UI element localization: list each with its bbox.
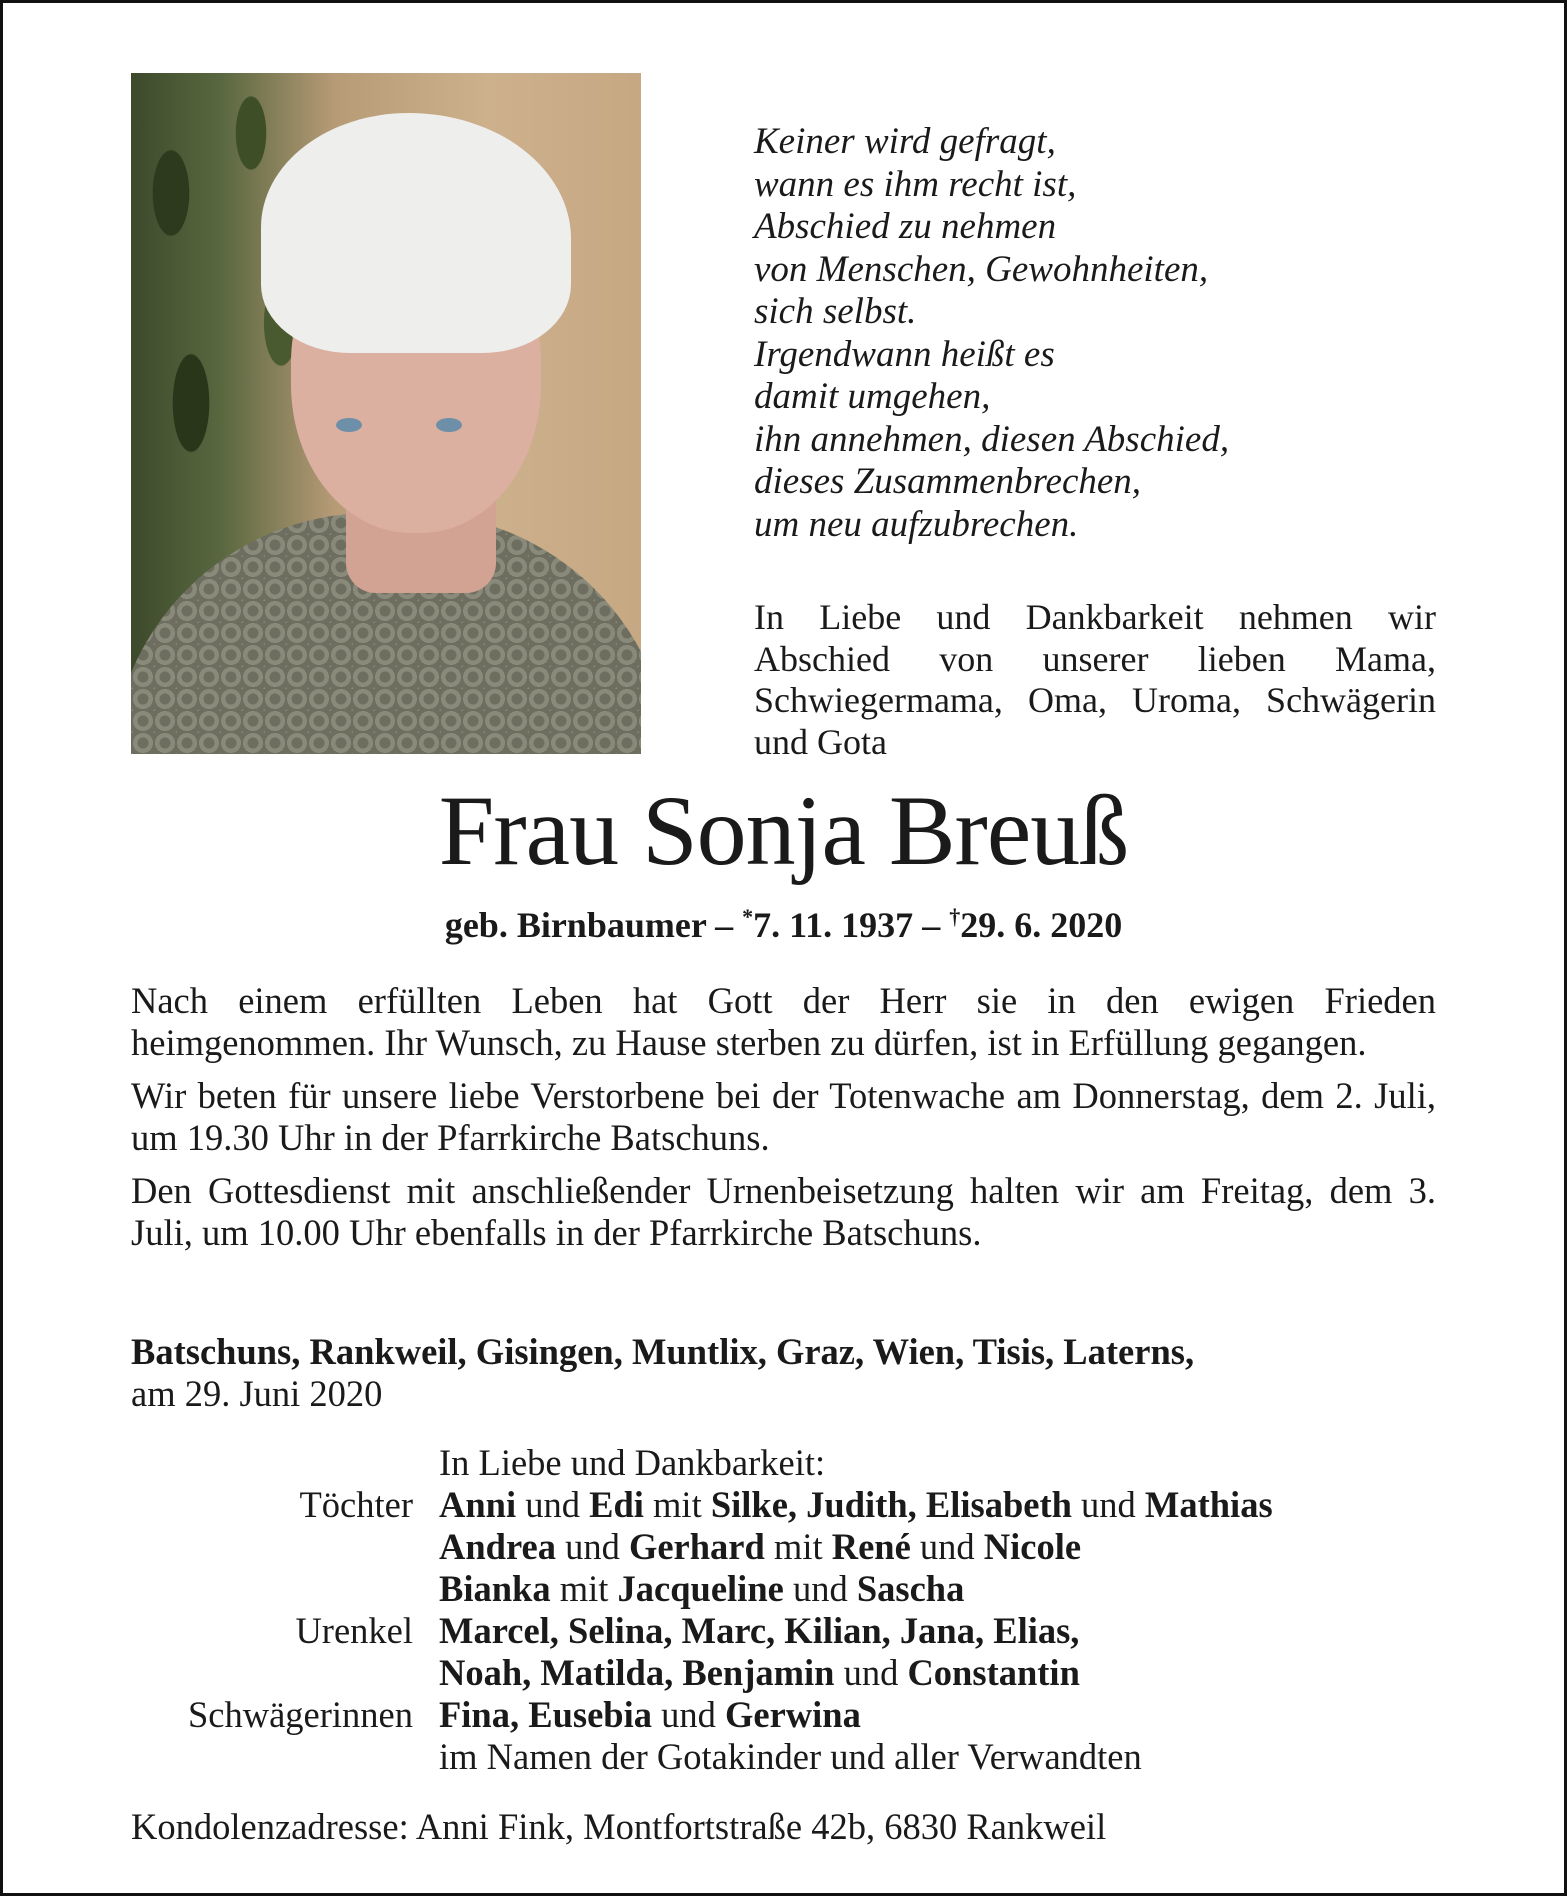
person-name: Sascha [856, 1568, 965, 1609]
person-name: Edi [589, 1484, 644, 1525]
birth-date: 7. 11. 1937 [753, 905, 914, 945]
person-name: Gerhard [628, 1526, 765, 1567]
connector-text: mit [550, 1568, 618, 1609]
connector-text: und [555, 1526, 629, 1567]
date-line: am 29. Juni 2020 [131, 1373, 383, 1414]
places-date [131, 1331, 1436, 1415]
poem-line: damit umgehen, [754, 376, 991, 417]
mourner-names [439, 1610, 1079, 1652]
paragraph: Den Gottesdienst mit anschließender Urnenbeisetzung halten wir am Freitag, dem 3. Juli, um 10.00 Uhr ebenfalls in der Pfarrkirche Batschuns. [131, 1170, 1436, 1253]
relation-label: Töchter [299, 1484, 413, 1525]
connector-text: mit [764, 1526, 832, 1567]
connector-text: und [1071, 1484, 1145, 1525]
separator: – [922, 905, 941, 945]
eye [336, 418, 362, 432]
connector-text: und [834, 1652, 908, 1693]
portrait-photo [131, 73, 641, 754]
relation-label: Schwägerinnen [187, 1694, 413, 1735]
white-hair [261, 113, 571, 353]
mourner-row [131, 1652, 1273, 1694]
mourner-row [131, 1694, 1273, 1736]
mourner-row [131, 1484, 1273, 1526]
mourner-row [131, 1568, 1273, 1610]
mourners-heading: In Liebe und Dankbarkeit: [439, 1442, 826, 1483]
person-name: Andrea [439, 1526, 556, 1567]
relation-label: Urenkel [295, 1610, 413, 1651]
connector-text: und [516, 1484, 590, 1525]
poem-line: wann es ihm recht ist, [754, 163, 1077, 205]
mourner-names [439, 1568, 964, 1610]
maiden-name: geb. Birnbaumer [444, 905, 707, 945]
person-name: Anni [439, 1484, 517, 1525]
poem-line: von Menschen, Gewohnheiten, [754, 248, 1209, 290]
person-name: Gerwina [724, 1694, 861, 1735]
mourner-names [439, 1484, 1273, 1526]
mourners-list [131, 1442, 1273, 1778]
connector-text: und [910, 1526, 984, 1567]
mourner-row [131, 1526, 1273, 1568]
person-name: Fina, Eusebia [439, 1694, 652, 1735]
separator: – [715, 905, 734, 945]
poem-line: um neu aufzubrechen. [754, 503, 1079, 545]
deceased-name: Frau Sonja Breuß [438, 775, 1129, 886]
connector-text: mit [643, 1484, 711, 1525]
mourner-names [439, 1652, 1080, 1694]
connector-text: und [783, 1568, 857, 1609]
relation-label [131, 1652, 439, 1694]
person-name: Silke, Judith, Elisabeth [710, 1484, 1072, 1525]
death-date: 29. 6. 2020 [960, 905, 1123, 945]
poem-line: dieses Zusammenbrechen, [754, 461, 1142, 502]
mourner-row [131, 1610, 1273, 1652]
eye [436, 418, 462, 432]
connector-text: und [651, 1694, 725, 1735]
person-name: Marcel, Selina, Marc, Kilian, Jana, Elias, [439, 1610, 1080, 1651]
birth-symbol: * [742, 904, 754, 929]
poem-line: Irgendwann heißt es [754, 333, 1055, 375]
places-list: Batschuns, Rankweil, Gisingen, Muntlix, Graz, Wien, Tisis, Laterns, [131, 1331, 1195, 1372]
poem-line: sich selbst. [754, 291, 917, 332]
paragraph: Wir beten für unsere liebe Verstorbene bei der Totenwache am Donnerstag, dem 2. Juli, um 19.30 Uhr in der Pfarrkirche Batschuns. [131, 1075, 1436, 1158]
poem-line: Abschied zu nehmen [754, 206, 1057, 247]
mourners-closing: im Namen der Gotakinder und aller Verwandten [439, 1736, 1142, 1777]
person-name: René [831, 1526, 911, 1567]
poem [754, 121, 1229, 546]
notice-body [131, 980, 1436, 1265]
person-name: Bianka [439, 1568, 551, 1609]
relation-label [131, 1526, 439, 1568]
relation-label [131, 1568, 439, 1610]
death-cross-symbol: † [949, 904, 961, 929]
birth-death-line [0, 904, 1567, 946]
intro-text: In Liebe und Dankbarkeit nehmen wir Abschied von unserer lieben Mama, Schwiegermama, Oma, Uroma, Schwägerin und Gota [754, 597, 1436, 762]
person-name: Noah, Matilda, Benjamin [439, 1652, 835, 1693]
poem-line: Keiner wird gefragt, [754, 121, 1056, 162]
poem-line: ihn annehmen, diesen Abschied, [754, 418, 1230, 460]
paragraph: Nach einem erfüllten Leben hat Gott der Herr sie in den ewigen Frieden heimgenommen. Ihr Wunsch, zu Hause sterben zu dürfen, ist in Erfüllung gegangen. [131, 980, 1436, 1063]
mourner-names [439, 1526, 1081, 1568]
person-name: Mathias [1144, 1484, 1273, 1525]
person-name: Jacqueline [617, 1568, 784, 1609]
condolence-address: Kondolenzadresse: Anni Fink, Montfortstraße 42b, 6830 Rankweil [131, 1806, 1107, 1847]
person-name: Nicole [983, 1526, 1082, 1567]
person-name: Constantin [907, 1652, 1080, 1693]
mourner-names [439, 1694, 861, 1736]
